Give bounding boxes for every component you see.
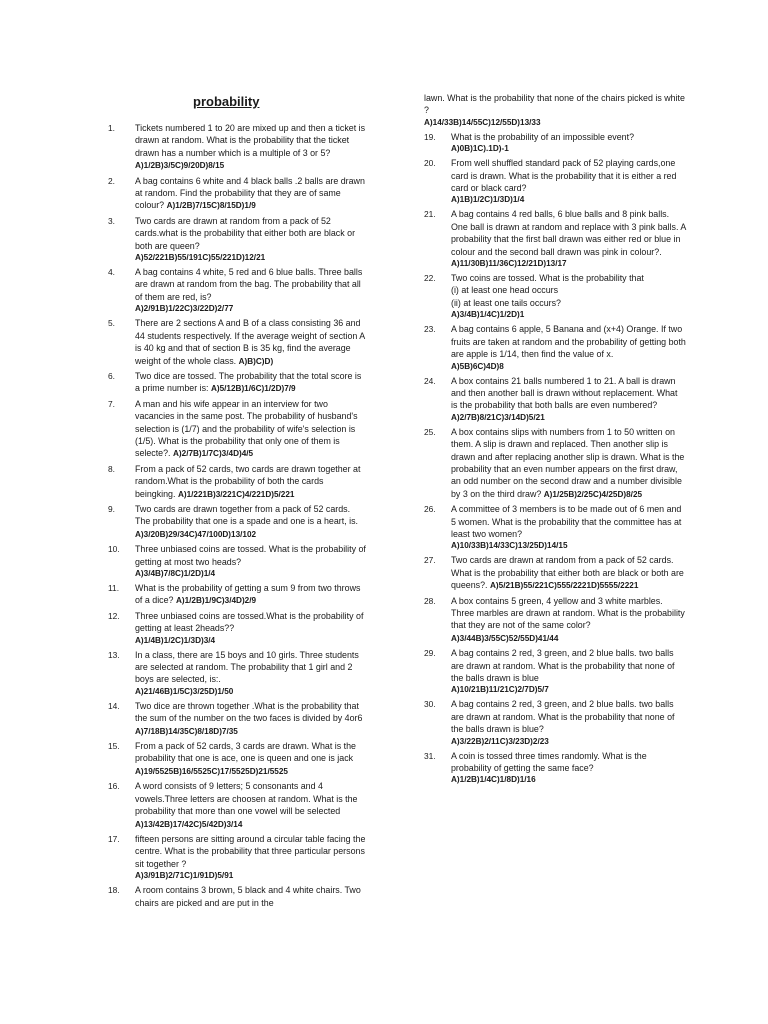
answer-options: A)3/91B)2/71C)1/91D)5/91 [135,871,234,881]
question-text: A bag contains 6 apple, 5 Banana and (x+4) Orange. If two fruits are taken at random and the probability of getting both are apple is 1/14, then find the value of x. [451,324,686,360]
question-number: 17. [108,833,120,844]
question-body [135,370,366,396]
question-text: Two cards are drawn together from a pack of 52 cards. The probability that one is a spade and one is a heart, is. [135,503,359,527]
answer-options: A)3/22B)2/11C)3/23D)2/23 [451,736,549,746]
question-item [108,700,366,738]
question-text: A bag contains 2 red, 3 green, and 2 blue balls. two balls are drawn at random. What is the probability that none of the balls drawn is blue? [451,699,675,735]
question-item [108,503,366,541]
question-item [424,131,686,155]
question-number: 29. [424,648,436,659]
question-number: 3. [108,215,115,226]
answer-options: A)1/2B)3/5C)9/20D)8/15 [135,161,225,171]
question-number: 5. [108,318,115,329]
question-body [135,780,366,831]
question-number: 4. [108,267,115,278]
question-item [424,698,686,747]
question-text: A man and his wife appear in an interview for two vacancies in the same post. The probability of husband's selection is (1/7) and the probability of wife's selection is (1/5). What is the probability that only one of them is selecte?. [135,398,358,459]
answer-options: A)1/4B)1/2C)1/3D)3/4 [135,635,216,645]
answer-options: A)52/221B)55/191C)55/221D)12/21 [135,253,266,263]
question-text: Two dice are tossed. The probability that the total score is a prime number is: [135,370,362,394]
question-body [451,503,686,552]
question-body [451,272,686,321]
question-number: 24. [424,375,436,386]
question-text: Two cards are drawn at random from a pack of 52 cards.what is the probability that either both are black or both are queen? [135,215,356,251]
question-item [108,317,366,368]
answer-options: A)0B)1C).1D)-1 [451,144,509,154]
question-body [135,740,366,778]
question-text: A room contains 3 brown, 5 black and 4 white chairs. Two chairs are picked and are put in the [135,885,361,908]
question-number: 25. [424,426,436,437]
question-text: A bag contains 6 white and 4 black balls .2 balls are drawn at random. Find the probability that they are of same colour? [135,175,365,211]
question-item [108,582,366,608]
question-item [108,122,366,173]
answer-options: A)7/18B)14/35C)8/18D)7/35 [135,726,238,736]
question-number: 19. [424,131,436,142]
question-number: 14. [108,700,120,711]
question-body [135,266,366,315]
question-item [424,375,686,424]
question-number: 9. [108,503,115,514]
question-body [135,649,366,698]
question-item [424,503,686,552]
answer-options: A)2/7B)1/7C)3/4D)4/5 [173,449,254,459]
question-body [135,215,366,264]
question-item [424,208,686,270]
question-body [451,426,686,501]
question-number: 31. [424,750,436,761]
question-number: 26. [424,504,436,515]
answer-options: A)5B)6C)4D)8 [451,361,504,371]
answer-options: A)21/46B)1/5C)3/25D)1/50 [135,686,234,696]
question-item [108,543,366,580]
question-number: 10. [108,544,120,555]
question-item [424,323,686,372]
question-text: A bag contains 2 red, 3 green, and 2 blue balls. two balls are drawn at random. What is the probability that none of the balls drawn is blue [451,648,675,684]
left-column [108,122,366,911]
question-number: 27. [424,555,436,566]
question-body [451,554,686,592]
question-number: 20. [424,158,436,169]
question-body [135,175,366,213]
question-text: What is the probability of getting a sum 9 from two throws of a dice? [135,583,361,606]
answer-options: A)19/5525B)16/5525C)17/5525D)21/5525 [135,766,288,776]
question-item [108,780,366,831]
right-question-list [424,131,686,787]
answer-options: A)1/2B)1/9C)3/4D)2/9 [175,596,257,606]
question-item [108,175,366,213]
question-item [424,750,686,787]
question-body [451,750,686,787]
question-body [135,582,366,608]
answer-options: A)2/7B)8/21C)3/14D)5/21 [451,412,545,422]
question-text: A bag contains 4 white, 5 red and 6 blue balls. Three balls are drawn at random from the bag. The probability that all of them are red, is? [135,267,363,302]
answer-options: A)5/21B)55/221C)555/2221D)5555/2221 [490,581,639,591]
question-body [135,463,366,501]
answer-options: A)3/4B)7/8C)1/2D)1/4 [135,569,216,578]
answer-options: A)1B)1/2C)1/3D)1/4 [451,195,525,205]
question-body [451,375,686,424]
question-body [451,698,686,747]
question-text: Two coins are tossed. What is the probability that (i) at least one head occurs (ii) at least one tails occurs? [451,273,644,308]
question-number: 12. [108,610,120,621]
question-number: 7. [108,398,115,409]
question-text: From a pack of 52 cards, 3 cards are drawn. What is the probability that one is ace, one is queen and one is jack [135,741,356,764]
question-text: Three unbiased coins are tossed. What is the probability of getting at most two heads? [135,544,366,567]
question-item [108,740,366,778]
question-body [135,884,366,909]
question-body [451,647,686,696]
question-number: 8. [108,463,115,474]
answer-options: A)B)C)D) [238,356,274,366]
question-item [424,426,686,501]
question-item [108,370,366,396]
question-text: From a pack of 52 cards, two cards are drawn together at random.What is the probability of both the cards beingking. [135,463,361,499]
page-title: probability [193,94,260,109]
question-item [424,272,686,321]
question-number: 18. [108,885,120,896]
question-body [135,317,366,368]
question-text: Tickets numbered 1 to 20 are mixed up and then a ticket is drawn at random. What is the probability that the ticket drawn has a number which is a multiple of 3 or 5? [135,123,366,158]
question-number: 2. [108,175,115,186]
question-item [108,884,366,909]
continued-question-answer: A)14/33B)14/55C)12/55D)13/33 [424,117,541,127]
question-text: fifteen persons are sitting around a circular table facing the centre. What is the probability that three particular persons sit together ? [135,833,366,869]
question-text: A word consists of 9 letters; 5 consonants and 4 vowels.Three letters are choosen at random. What is the probability that more than one vowel will be selected [135,781,358,817]
question-item [108,215,366,264]
question-item [108,833,366,882]
question-body [135,503,366,541]
question-body [451,323,686,372]
continued-question-text: lawn. What is the probability that none of the chairs picked is white ? [424,93,685,116]
question-item [108,610,366,647]
question-text: A box contains 21 balls numbered 1 to 21. A ball is drawn and then another ball is drawn without replacement. What is the probability that both balls are even numbered? [451,375,678,411]
answer-options: A)10/21B)11/21C)2/7D)5/7 [451,685,549,695]
question-body [451,157,686,206]
question-body [451,595,686,646]
question-item [424,647,686,696]
question-text: A committee of 3 members is to be made out of 6 men and 5 women. What is the probability that the committee has at least two women? [451,504,682,539]
answer-options: A)13/42B)17/42C)5/42D)3/14 [135,819,243,829]
answer-options: A)10/33B)14/33C)13/25D)14/15 [451,541,568,551]
question-item [108,398,366,461]
question-item [108,266,366,315]
answer-options: A)1/2B)7/15C)8/15D)1/9 [166,201,256,211]
question-body [451,131,686,155]
question-text: What is the probability of an impossible event? [451,131,635,142]
answer-options: A)2/91B)1/22C)3/22D)2/77 [135,304,234,314]
question-text: A coin is tossed three times randomly. What is the probability of getting the same face? [451,750,647,774]
question-text: A bag contains 4 red balls, 6 blue balls and 8 pink balls. One ball is drawn at random and replace with 3 pink balls. A probability that the first ball drawn was either red or blue in colour and the second ball drawn was pink in colour?. [451,209,686,257]
question-text: A box contains 5 green, 4 yellow and 3 white marbles. Three marbles are drawn at random. What is the probability that they are not of the same color? [451,595,685,631]
question-text: Two dice are thrown together .What is the probability that the sum of the number on the two faces is divided by 4or6 [135,700,363,724]
question-text: Two cards are drawn at random from a pack of 52 cards. What is the probability that either both are black or both are queens?. [451,555,684,591]
question-body [135,543,366,580]
question-body [135,610,366,647]
question-body [135,398,366,461]
question-body [135,833,366,882]
question-item [424,157,686,206]
question-item [424,554,686,592]
answer-options: A)3/4B)1/4C)1/2D)1 [451,310,525,320]
question-text: From well shuffled standard pack of 52 playing cards,one card is drawn. What is the probability that it is either a red card or black card? [451,158,677,194]
answer-options: A)1/2B)1/4C)1/8D)1/16 [451,775,536,785]
question-item [108,649,366,698]
question-body [451,208,686,270]
answer-options: A)1/221B)3/221C)4/221D)5/221 [177,489,295,499]
question-body [135,700,366,738]
question-number: 23. [424,324,436,335]
question-number: 28. [424,595,436,606]
question-text: A box contains slips with numbers from 1 to 50 written on them. A slip is drawn and replaced. Then another slip is drawn and after replacing another slip is drawn. What is the probability that an even number appears on the first draw, an odd number on the second draw and a number divisible by 3 on the third draw? [451,426,685,499]
question-number: 1. [108,123,115,133]
right-column [424,92,686,788]
question-text: Three unbiased coins are tossed.What is the probability of getting at least 2heads?? [135,610,364,634]
question-number: 11. [108,583,120,593]
question-text: There are 2 sections A and B of a class consisting 36 and 44 students respectively. If the average weight of section A is 40 kg and that of section B is 35 kg, find the average weight of the whole class. [135,318,365,366]
question-item [424,595,686,646]
question-number: 6. [108,370,115,381]
question-number: 15. [108,741,120,752]
question-item [108,463,366,501]
question-number: 16. [108,781,120,792]
answer-options: A)5/12B)1/6C)1/2D)7/9 [210,384,296,394]
question-number: 13. [108,649,120,660]
answer-options: A)3/20B)29/34C)47/100D)13/102 [135,529,257,539]
answer-options: A)1/25B)2/25C)4/25D)8/25 [543,489,643,499]
question-number: 22. [424,273,436,284]
question-number: 30. [424,699,436,710]
question-text: In a class, there are 15 boys and 10 girls. Three students are selected at random. The probability that 1 girl and 2 boys are selected, is:. [135,649,359,685]
question-body [135,122,366,173]
answer-options: A)3/44B)3/55C)52/55D)41/44 [451,633,559,643]
question-number: 21. [424,209,436,220]
answer-options: A)11/30B)11/36C)12/21D)13/17 [451,259,567,269]
